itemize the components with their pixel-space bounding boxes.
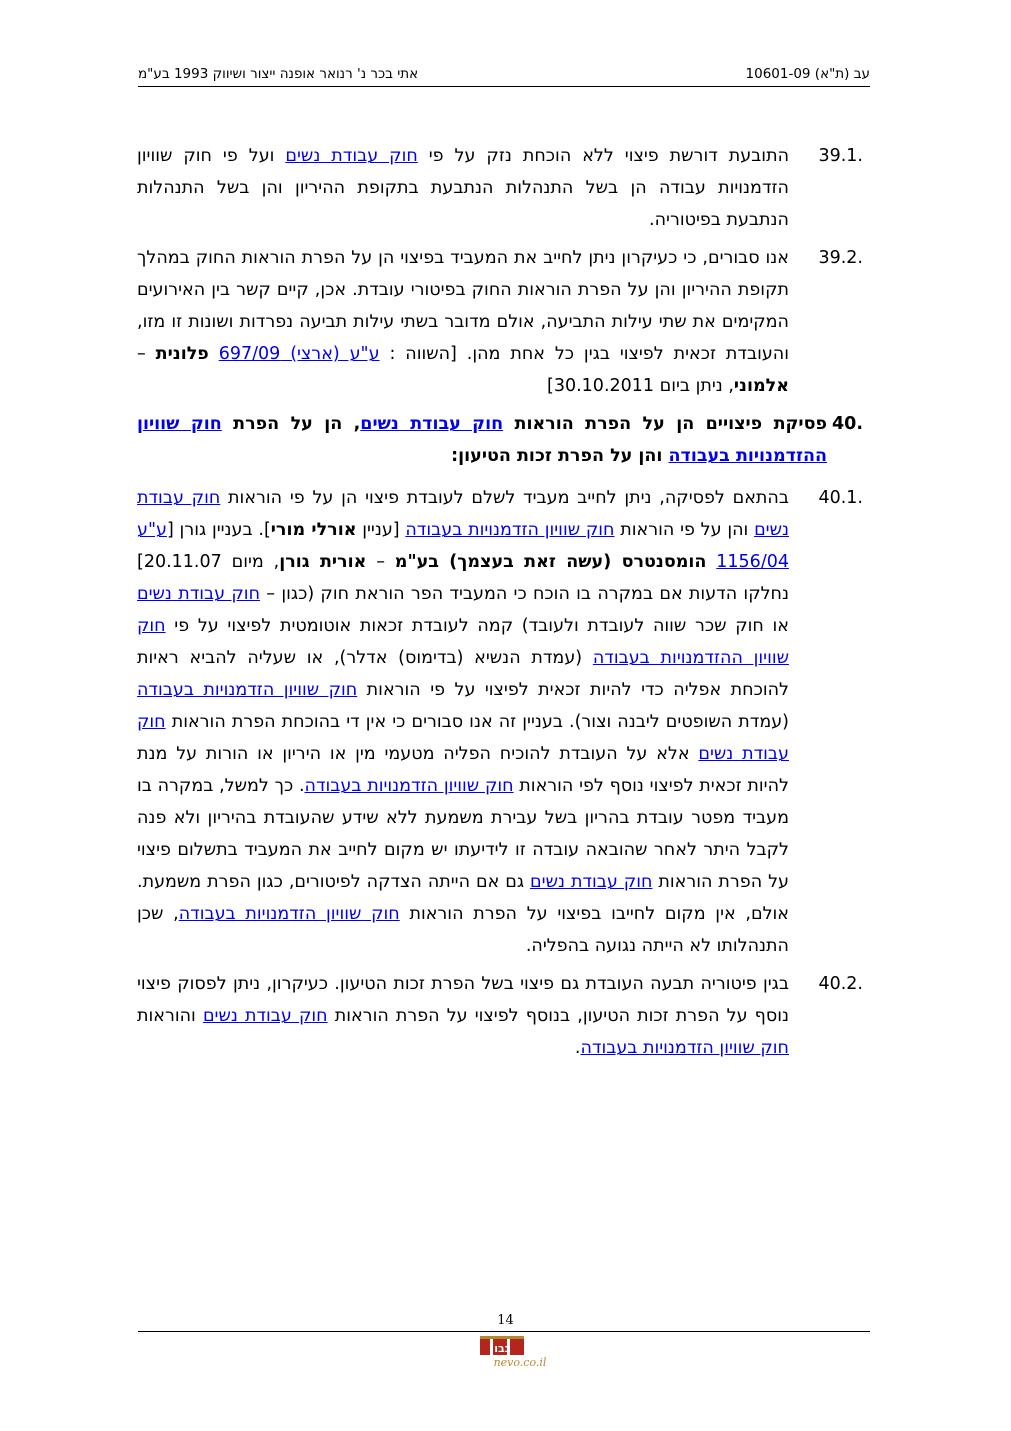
paragraph-text: גם אם הייתה הצדקה לפיטורים, כגון הפרת משמעת. אולם, אין מקום לחייבו בפיצוי על הפרת הוראות	[131, 872, 789, 924]
paragraph-text: אלא על העובדת להוכיח הפליה מטעמי מין או היריון או הורות על מנת להיות זכאית לפיצוי נוסף לפי הוראות	[131, 744, 789, 796]
paragraph-number: 39.2.	[818, 248, 863, 268]
party-name: הומסנטרס (עשה זאת בעצמך) בע"מ	[394, 552, 707, 572]
paragraph-40-1	[131, 482, 863, 962]
paragraph-number: 39.1.	[818, 146, 863, 166]
section-number: 40.	[831, 414, 863, 434]
running-header	[138, 64, 870, 84]
paragraph-text: .	[574, 1038, 581, 1058]
paragraph-text: , שכן התנהלותו לא הייתה נגועה בהפליה.	[131, 904, 789, 956]
party-name: אורית גורן	[279, 552, 367, 572]
law-link-womens-employment[interactable]: חוק עבודת נשים	[137, 488, 789, 540]
footer-divider	[138, 1331, 870, 1332]
paragraph-text	[209, 344, 219, 364]
paragraph-text: –	[366, 552, 395, 572]
heading-text: , הן על הפרת	[221, 414, 361, 434]
paragraph-text: והן על פי הוראות	[614, 520, 755, 540]
paragraph-text: . כך למשל, במקרה בו מעביד מפטר עובדת בהריון בשל עבירת משמעת ללא שידע שהעובדת בהיריון ולא פנה לקבל היתר לאחר שהובאה עובדה זו לידיעתו יש מקום לחייב את המעביד בתשלום פיצוי על הפרת הוראות	[131, 776, 789, 892]
law-link-equal-opportunities[interactable]: חוק שוויון הזדמנויות בעבודה	[137, 680, 358, 700]
heading-text: פסיקת פיצויים הן על הפרת הוראות	[503, 414, 827, 434]
page-number: 14	[497, 1313, 514, 1328]
heading-text: והן על הפרת זכות הטיעון:	[451, 446, 669, 466]
law-link-equal-opportunities[interactable]: חוק שוויון הזדמנויות בעבודה	[304, 776, 514, 796]
party-name: אלמוני	[733, 376, 789, 396]
paragraph-text: (עמדת השופטים ליבנה וצור). בעניין זה אנו סבורים כי אין די בהוכחת הפרת הוראות	[131, 680, 789, 732]
law-link-equal-opportunities[interactable]: חוק שוויון הזדמנויות בעבודה	[405, 520, 615, 540]
header-case-title: אתי בכר נ' רנואר אופנה ייצור ושיווק 1993 בע"מ	[138, 66, 419, 82]
law-link-equal-opportunities[interactable]: חוק שוויון ההזדמנויות בעבודה	[137, 414, 827, 466]
party-name: אורלי מורי	[270, 520, 357, 540]
paragraph-text: (עמדת הנשיא (בדימוס) אדלר), או שעליה להביא ראיות להוכחת אפליה כדי להיות זכאית לפיצוי על פי הוראות	[131, 648, 789, 700]
paragraph-text: בגין פיטוריה תבעה העובדת גם פיצוי בשל הפרת זכות הטיעון. כעיקרון, ניתן לפסוק פיצוי נוסף על הפרת זכות הטיעון, בנוסף לפיצוי על הפרת הוראות	[131, 974, 789, 1026]
paragraph-text: התובעת דורשת פיצוי ללא הוכחת נזק על פי	[417, 146, 790, 166]
paragraph-text	[706, 552, 716, 572]
nevo-logo-icon[interactable]	[462, 1335, 562, 1369]
paragraph-39-1	[131, 140, 863, 236]
paragraph-text: , ניתן ביום 30.10.2011]	[547, 376, 734, 396]
law-link-equal-opportunities[interactable]: חוק שוויון הזדמנויות בעבודה	[580, 1038, 789, 1058]
header-divider	[138, 86, 870, 87]
party-name: פלונית	[155, 344, 209, 364]
logo-domain-text: nevo.co.il	[493, 1356, 547, 1369]
document-body	[131, 140, 863, 1070]
paragraph-text: [עניין	[356, 520, 406, 540]
logo-name-text: נבו	[494, 1342, 510, 1355]
paragraph-number: 40.2.	[818, 974, 863, 994]
law-link-womens-employment[interactable]: חוק עבודת נשים	[285, 146, 418, 166]
law-link-equal-opportunities[interactable]: חוק שוויון הזדמנויות בעבודה	[178, 904, 400, 924]
case-link-697-09[interactable]: ע"ע (ארצי) 697/09	[218, 344, 380, 364]
paragraph-text: והוראות	[131, 1006, 203, 1026]
paragraph-text: או חוק שכר שווה לעובדת ולעובד) קמה לעובדת זכאות אוטומטית לפיצוי על פי	[131, 584, 789, 636]
law-link-womens-employment[interactable]: חוק עבודת נשים	[137, 712, 789, 764]
paragraph-text: בהתאם לפסיקה, ניתן לחייב מעביד לשלם לעובדת פיצוי הן על פי הוראות	[220, 488, 789, 508]
law-link-womens-employment[interactable]: חוק עבודת נשים	[137, 584, 261, 604]
header-case-number: עב (ת"א) 10601-09	[745, 66, 870, 82]
law-link-equal-opportunities[interactable]: חוק שוויון ההזדמנויות בעבודה	[137, 616, 790, 668]
paragraph-text: אנו סבורים, כי כעיקרון ניתן לחייב את המעביד בפיצוי הן על הפרת הוראות החוק במהלך תקופת ההיריון והן על הפרת הוראות החוק בפיטורי עובדת. אכן, קיים קשר בין האירועים המקימים את שתי עילות התביעה, אולם מדובר בשתי עילות תביעה נפרדות ושונות זו מזו, והעובדת זכאית לפיצוי בגין כל אחת מהן. [השווה :	[131, 248, 789, 364]
section-40-heading	[137, 408, 863, 472]
paragraph-text: , מיום 20.11.07] נחלקו הדעות אם במקרה בו הוכח כי המעביד הפר הוראת חוק (כגון –	[131, 552, 789, 604]
nevo-logo-graphic	[462, 1335, 562, 1369]
paragraph-text: ]. בעניין גורן [	[166, 520, 271, 540]
law-link-womens-employment[interactable]: חוק עבודת נשים	[360, 414, 504, 434]
paragraph-number: 40.1.	[818, 488, 863, 508]
paragraph-text: –	[131, 344, 156, 364]
law-link-womens-employment[interactable]: חוק עבודת נשים	[202, 1006, 328, 1026]
law-link-womens-employment[interactable]: חוק עבודת נשים	[530, 872, 653, 892]
paragraph-40-2	[131, 968, 863, 1064]
paragraph-text: ועל פי חוק שוויון הזדמנויות עבודה הן בשל התנהלות הנתבעת בתקופת ההיריון והן בשל התנהלות הנתבעת בפיטוריה.	[131, 146, 789, 230]
case-link-1156-04[interactable]: ע"ע 1156/04	[137, 520, 789, 572]
paragraph-39-2	[131, 242, 863, 402]
